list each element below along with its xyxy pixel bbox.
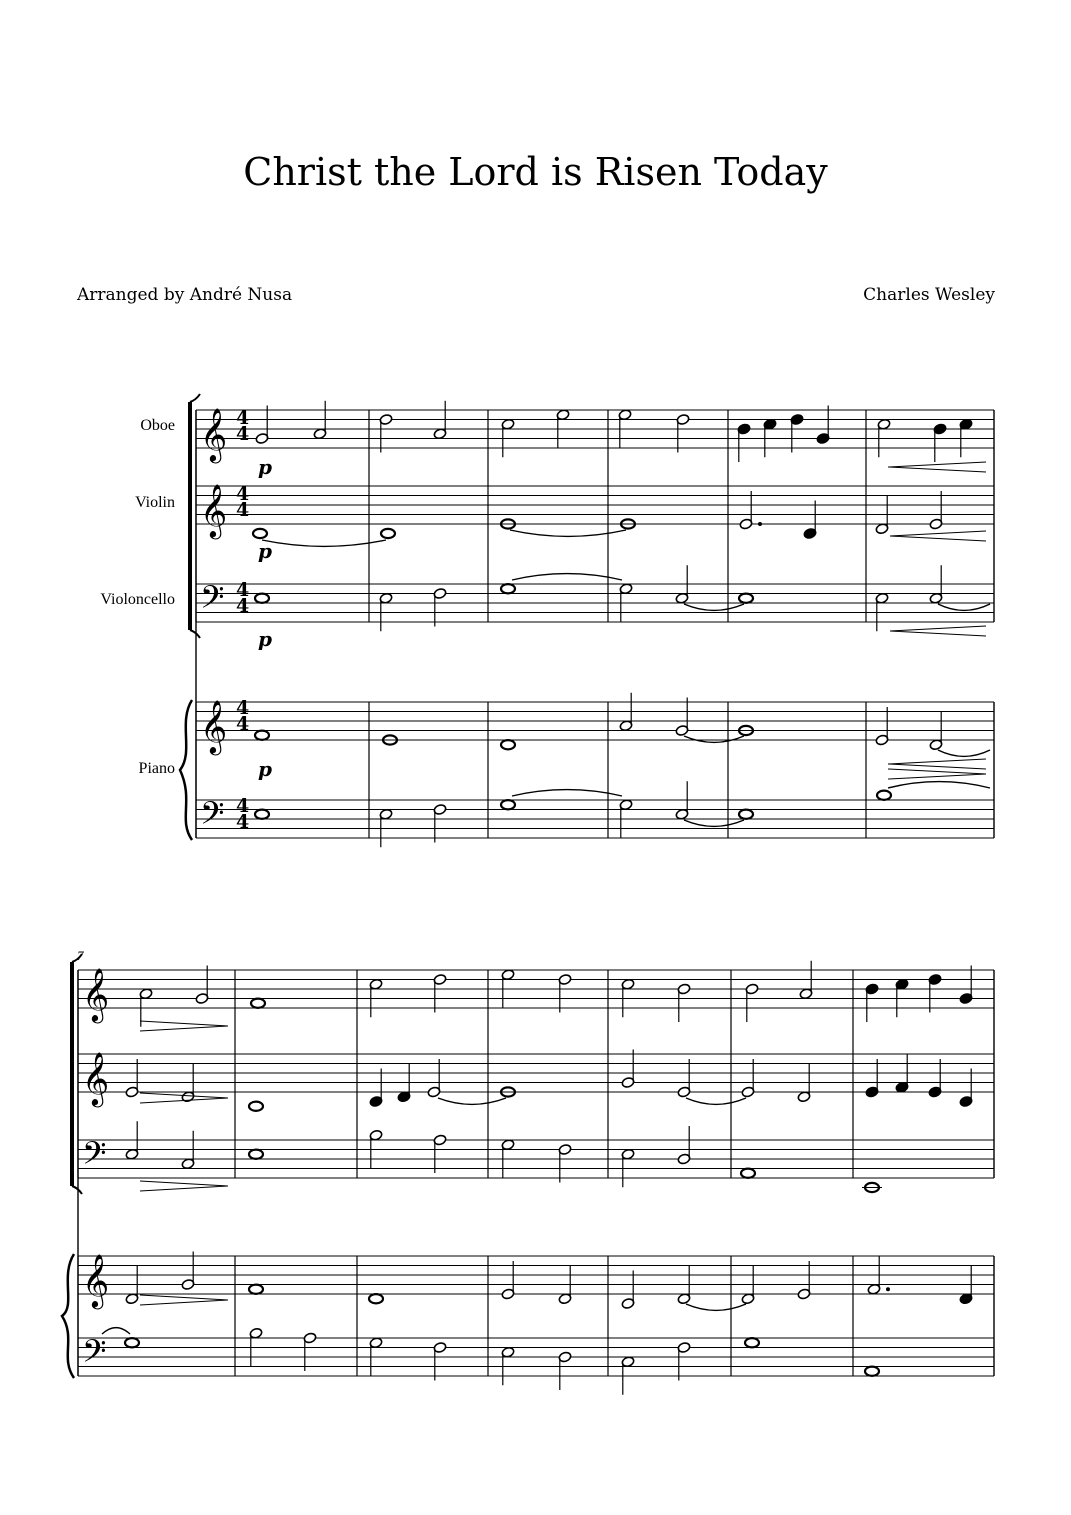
whole-note <box>739 810 753 819</box>
time-sig-den-piano-rh: 4 <box>236 713 250 735</box>
whole-note <box>501 800 515 809</box>
tie <box>512 790 622 796</box>
tie <box>684 736 744 742</box>
dynamic-oboe: p <box>258 455 272 479</box>
whole-note <box>501 740 515 749</box>
time-sig-num-oboe: 4 <box>236 407 250 429</box>
tie <box>684 820 744 826</box>
whole-note <box>249 1150 263 1159</box>
whole-note <box>125 1338 139 1347</box>
tie <box>686 1098 746 1104</box>
time-sig-num-violin: 4 <box>236 483 250 505</box>
decrescendo-hairpin <box>140 1021 228 1031</box>
whole-note <box>249 1285 263 1294</box>
tie <box>686 1304 746 1310</box>
tie <box>938 750 990 756</box>
bracket-top-hook <box>190 394 200 402</box>
dynamic-violin: p <box>258 539 272 563</box>
bass-clef-icon: 𝄢 <box>200 579 225 623</box>
whole-note <box>255 594 269 603</box>
whole-note <box>865 1367 879 1376</box>
dotted-note <box>886 1287 890 1291</box>
whole-note <box>255 810 269 819</box>
instrument-label-violin: Violin <box>135 494 175 511</box>
measure-number: 7 <box>77 948 84 963</box>
time-sig-den-cello: 4 <box>236 595 250 617</box>
arranger-credit: Arranged by André Nusa <box>77 285 293 305</box>
decrescendo-hairpin <box>140 1181 228 1191</box>
bracket-bottom-hook <box>190 630 200 638</box>
whole-note <box>369 1294 383 1303</box>
time-sig-num-cello: 4 <box>236 579 250 601</box>
instrument-label-oboe: Oboe <box>140 417 175 434</box>
instrument-label-piano: Piano <box>138 760 175 777</box>
crescendo-hairpin <box>890 626 986 636</box>
whole-note <box>877 791 891 800</box>
bass-clef-icon: 𝄢 <box>200 795 225 839</box>
whole-note <box>249 1102 263 1111</box>
whole-note <box>251 999 265 1008</box>
treble-clef-icon: 𝄞 <box>82 967 110 1021</box>
page-title: Christ the Lord is Risen Today <box>243 150 828 194</box>
bracket-bottom-hook <box>72 1186 82 1194</box>
treble-clef-icon: 𝄞 <box>82 1253 110 1307</box>
treble-clef-icon: 𝄞 <box>200 483 228 537</box>
bass-clef-icon: 𝄢 <box>82 1135 107 1179</box>
crescendo-hairpin <box>888 759 986 769</box>
time-sig-den-piano-lh: 4 <box>236 811 250 833</box>
bass-clef-icon: 𝄢 <box>82 1333 107 1377</box>
tie <box>684 604 744 610</box>
treble-clef-icon: 𝄞 <box>200 407 228 461</box>
time-sig-den-violin: 4 <box>236 499 250 521</box>
whole-note <box>255 731 269 740</box>
instrument-label-violoncello: Violoncello <box>100 591 175 608</box>
whole-note <box>253 529 267 538</box>
time-sig-num-piano-lh: 4 <box>236 795 250 817</box>
tie <box>938 604 990 610</box>
time-sig-num-piano-rh: 4 <box>236 697 250 719</box>
whole-note <box>741 1169 755 1178</box>
tie <box>888 782 990 788</box>
crescendo-hairpin <box>890 531 986 541</box>
dotted-note <box>758 522 762 526</box>
tie <box>438 1098 506 1104</box>
whole-note <box>745 1338 759 1347</box>
piano-brace <box>62 1254 74 1378</box>
composer-credit: Charles Wesley <box>863 285 995 305</box>
crescendo-hairpin <box>888 462 986 472</box>
piano-brace <box>180 700 192 840</box>
whole-note <box>739 594 753 603</box>
tie <box>262 540 386 546</box>
treble-clef-icon: 𝄞 <box>200 699 228 753</box>
decrescendo-hairpin <box>140 1295 228 1305</box>
tie <box>512 574 622 580</box>
treble-clef-icon: 𝄞 <box>82 1051 110 1105</box>
decrescendo-hairpin <box>888 769 986 779</box>
time-sig-den-oboe: 4 <box>236 423 250 445</box>
dynamic-piano: p <box>258 757 272 781</box>
whole-note <box>381 529 395 538</box>
whole-note <box>501 584 515 593</box>
dynamic-violoncello: p <box>258 627 272 651</box>
